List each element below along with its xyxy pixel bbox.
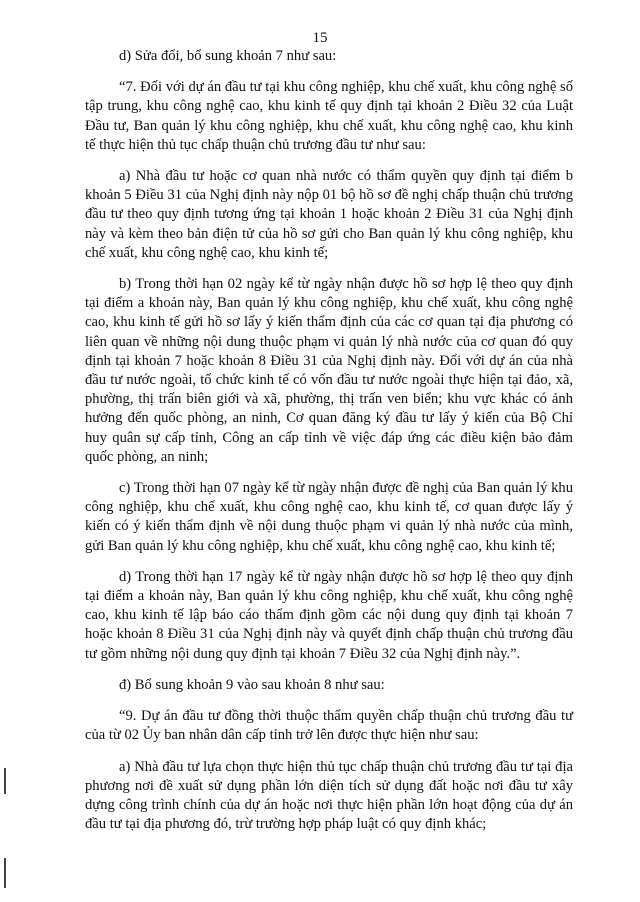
paragraph: d) Sửa đổi, bổ sung khoản 7 như sau: — [119, 48, 337, 64]
scan-mark — [4, 858, 6, 888]
page-number: 15 — [312, 30, 328, 46]
paragraph: c) Trong thời hạn 07 ngày kể từ ngày nhận được đề nghị của Ban quản lý khu công nghiệp, khu chế xuất, khu công nghệ cao, khu kinh tế, cơ quan được lấy ý kiến có ý kiến thẩm định về nội dung thuộc phạm vi quản lý nhà nước của mình, gửi Ban quản lý khu công nghiệp, khu chế xuất, khu công nghệ cao, khu kinh tế; — [85, 480, 573, 554]
document-body — [85, 47, 573, 834]
paragraph: “7. Đối với dự án đầu tư tại khu công nghiệp, khu chế xuất, khu công nghệ số tập trung, khu công nghệ cao, khu kinh tế quy định tại khoản 2 Điều 32 của Luật Đầu tư, Ban quản lý khu công nghiệp, khu chế xuất, khu công nghệ cao, khu kinh tế thực hiện thủ tục chấp thuận chủ trương đầu tư như sau: — [85, 79, 573, 153]
paragraph: đ) Bổ sung khoản 9 vào sau khoản 8 như sau: — [119, 676, 385, 693]
paragraph: “9. Dự án đầu tư đồng thời thuộc thẩm quyền chấp thuận chủ trương đầu tư của từ 02 Ủy ban nhân dân cấp tỉnh trở lên được thực hiện như sau: — [85, 708, 573, 744]
paragraph: b) Trong thời hạn 02 ngày kể từ ngày nhận được hồ sơ hợp lệ theo quy định tại điểm a khoản này, Ban quản lý khu công nghiệp, khu chế xuất, khu công nghệ cao, khu kinh tế gửi hồ sơ lấy ý kiến thẩm định của các cơ quan tại địa phương có liên quan về những nội dung thuộc phạm vi quản lý nhà nước của cơ quan đó quy định tại khoản 7 hoặc khoản 8 Điều 31 của Nghị định này. Đối với dự án của nhà đầu tư nước ngoài, tổ chức kinh tế có vốn đầu tư nước ngoài thực hiện tại đảo, xã, phường, thị trấn biên giới và xã, phường, thị trấn ven biển; khu vực khác có ảnh hưởng đến quốc phòng, an ninh, Cơ quan đăng ký đầu tư lấy ý kiến của Bộ Chỉ huy quân sự cấp tỉnh, Công an cấp tỉnh về việc đáp ứng các điều kiện bảo đảm quốc phòng, an ninh; — [85, 276, 573, 465]
paragraph: d) Trong thời hạn 17 ngày kể từ ngày nhận được hồ sơ hợp lệ theo quy định tại điểm a khoản này, Ban quản lý khu công nghiệp, khu chế xuất, khu công nghệ cao, khu kinh tế lập báo cáo thẩm định gồm các nội dung quy định tại khoản 7 hoặc khoản 8 Điều 31 của Nghị định này và quyết định chấp thuận chủ trương đầu tư gồm những nội dung quy định tại khoản 7 Điều 32 của Nghị định này.”. — [85, 568, 573, 662]
scan-mark — [4, 768, 6, 794]
paragraph: a) Nhà đầu tư lựa chọn thực hiện thủ tục chấp thuận chủ trương đầu tư tại địa phương nơi đề xuất sử dụng phần lớn diện tích sử dụng đất hoặc nơi đầu tư xây dựng công trình chính của dự án hoặc nơi thực hiện phần lớn hoạt động của dự án đầu tư tại địa phương đó, trừ trường hợp pháp luật có quy định khác; — [85, 758, 573, 833]
paragraph: a) Nhà đầu tư hoặc cơ quan nhà nước có thẩm quyền quy định tại điểm b khoản 5 Điều 31 của Nghị định này nộp 01 bộ hồ sơ đề nghị chấp thuận chủ trương đầu tư theo quy định tương ứng tại khoản 1 hoặc khoản 2 Điều 31 của Nghị định này và kèm theo bản điện tử của hồ sơ gửi cho Ban quản lý khu công nghiệp, khu chế xuất, khu công nghệ cao, khu kinh tế; — [85, 168, 573, 261]
